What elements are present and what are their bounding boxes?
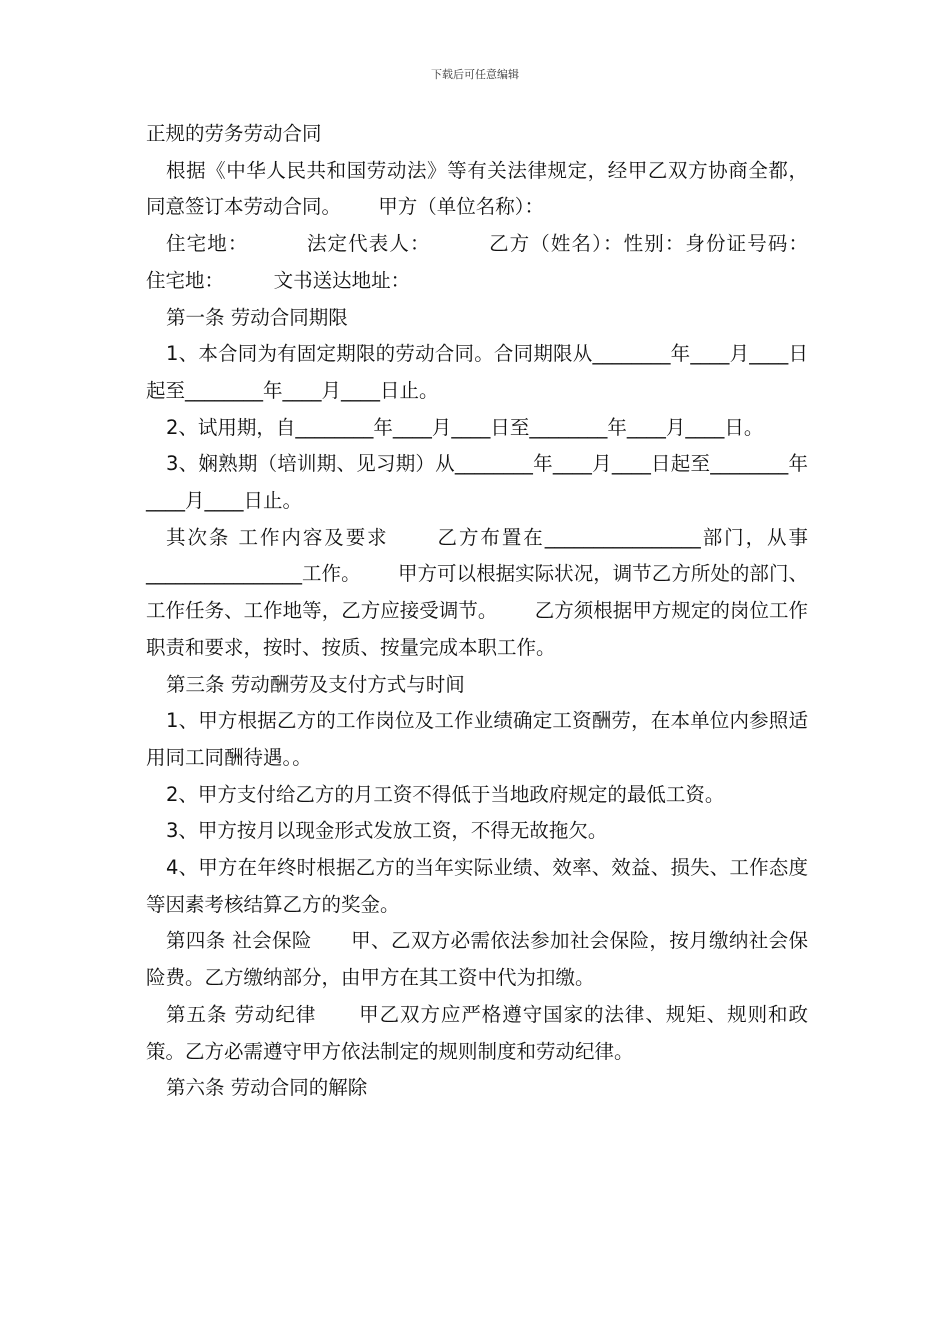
article-1-clause-1: 1、本合同为有固定期限的劳动合同。合同期限从________年____月____日起至________年____月____日止。 [146, 342, 808, 402]
document-body [146, 116, 858, 1107]
article-2: 其次条 工作内容及要求 乙方布置在________________部门，从事________________工作。 甲方可以根据实际状况，调节乙方所处的部门、工作任务、工作地等，乙方应接受调节。 乙方须根据甲方规定的岗位工作职责和要求，按时、按质、按量完成本职工作。 [146, 525, 808, 659]
article-5: 第五条 劳动纪律 甲乙双方应严格遵守国家的法律、规矩、规则和政策。乙方必需遵守甲方依法制定的规则制度和劳动纪律。 [146, 1002, 808, 1063]
article-3-clause-4: 4、甲方在年终时根据乙方的当年实际业绩、效率、效益、损失、工作态度等因素考核结算乙方的奖金。 [146, 856, 808, 916]
article-3-clause-3: 3、甲方按月以现金形式发放工资，不得无故拖欠。 [166, 819, 608, 843]
article-3-heading: 第三条 劳动酬劳及支付方式与时间 [166, 672, 465, 696]
article-4: 第四条 社会保险 甲、乙双方必需依法参加社会保险，按月缴纳社会保险费。乙方缴纳部分，由甲方在其工资中代为扣缴。 [146, 929, 808, 990]
article-1-clause-3: 3、娴熟期（培训期、见习期）从________年____月____日起至________年____月____日止。 [146, 452, 808, 513]
page-header: 下载后可任意编辑 [431, 68, 519, 81]
paragraph-party-info: 住宅地： 法定代表人： 乙方（姓名）：性别：身份证号码： 住宅地： 文书送达地址： [146, 232, 858, 292]
article-1-heading: 第一条 劳动合同期限 [166, 305, 348, 329]
paragraph-preamble: 根据《中华人民共和国劳动法》等有关法律规定，经甲乙双方协商全都，同意签订本劳动合同。 甲方（单位名称）： [146, 158, 808, 219]
document-title: 正规的劳务劳动合同 [146, 122, 322, 145]
article-3-clause-2: 2、甲方支付给乙方的月工资不得低于当地政府规定的最低工资。 [166, 782, 725, 806]
article-3-clause-1: 1、甲方根据乙方的工作岗位及工作业绩确定工资酬劳，在本单位内参照适用同工同酬待遇。。 [146, 709, 808, 769]
article-1-clause-2: 2、试用期，自________年____月____日至________年____月____日。 [166, 415, 764, 439]
article-6-heading: 第六条 劳动合同的解除 [166, 1076, 368, 1100]
